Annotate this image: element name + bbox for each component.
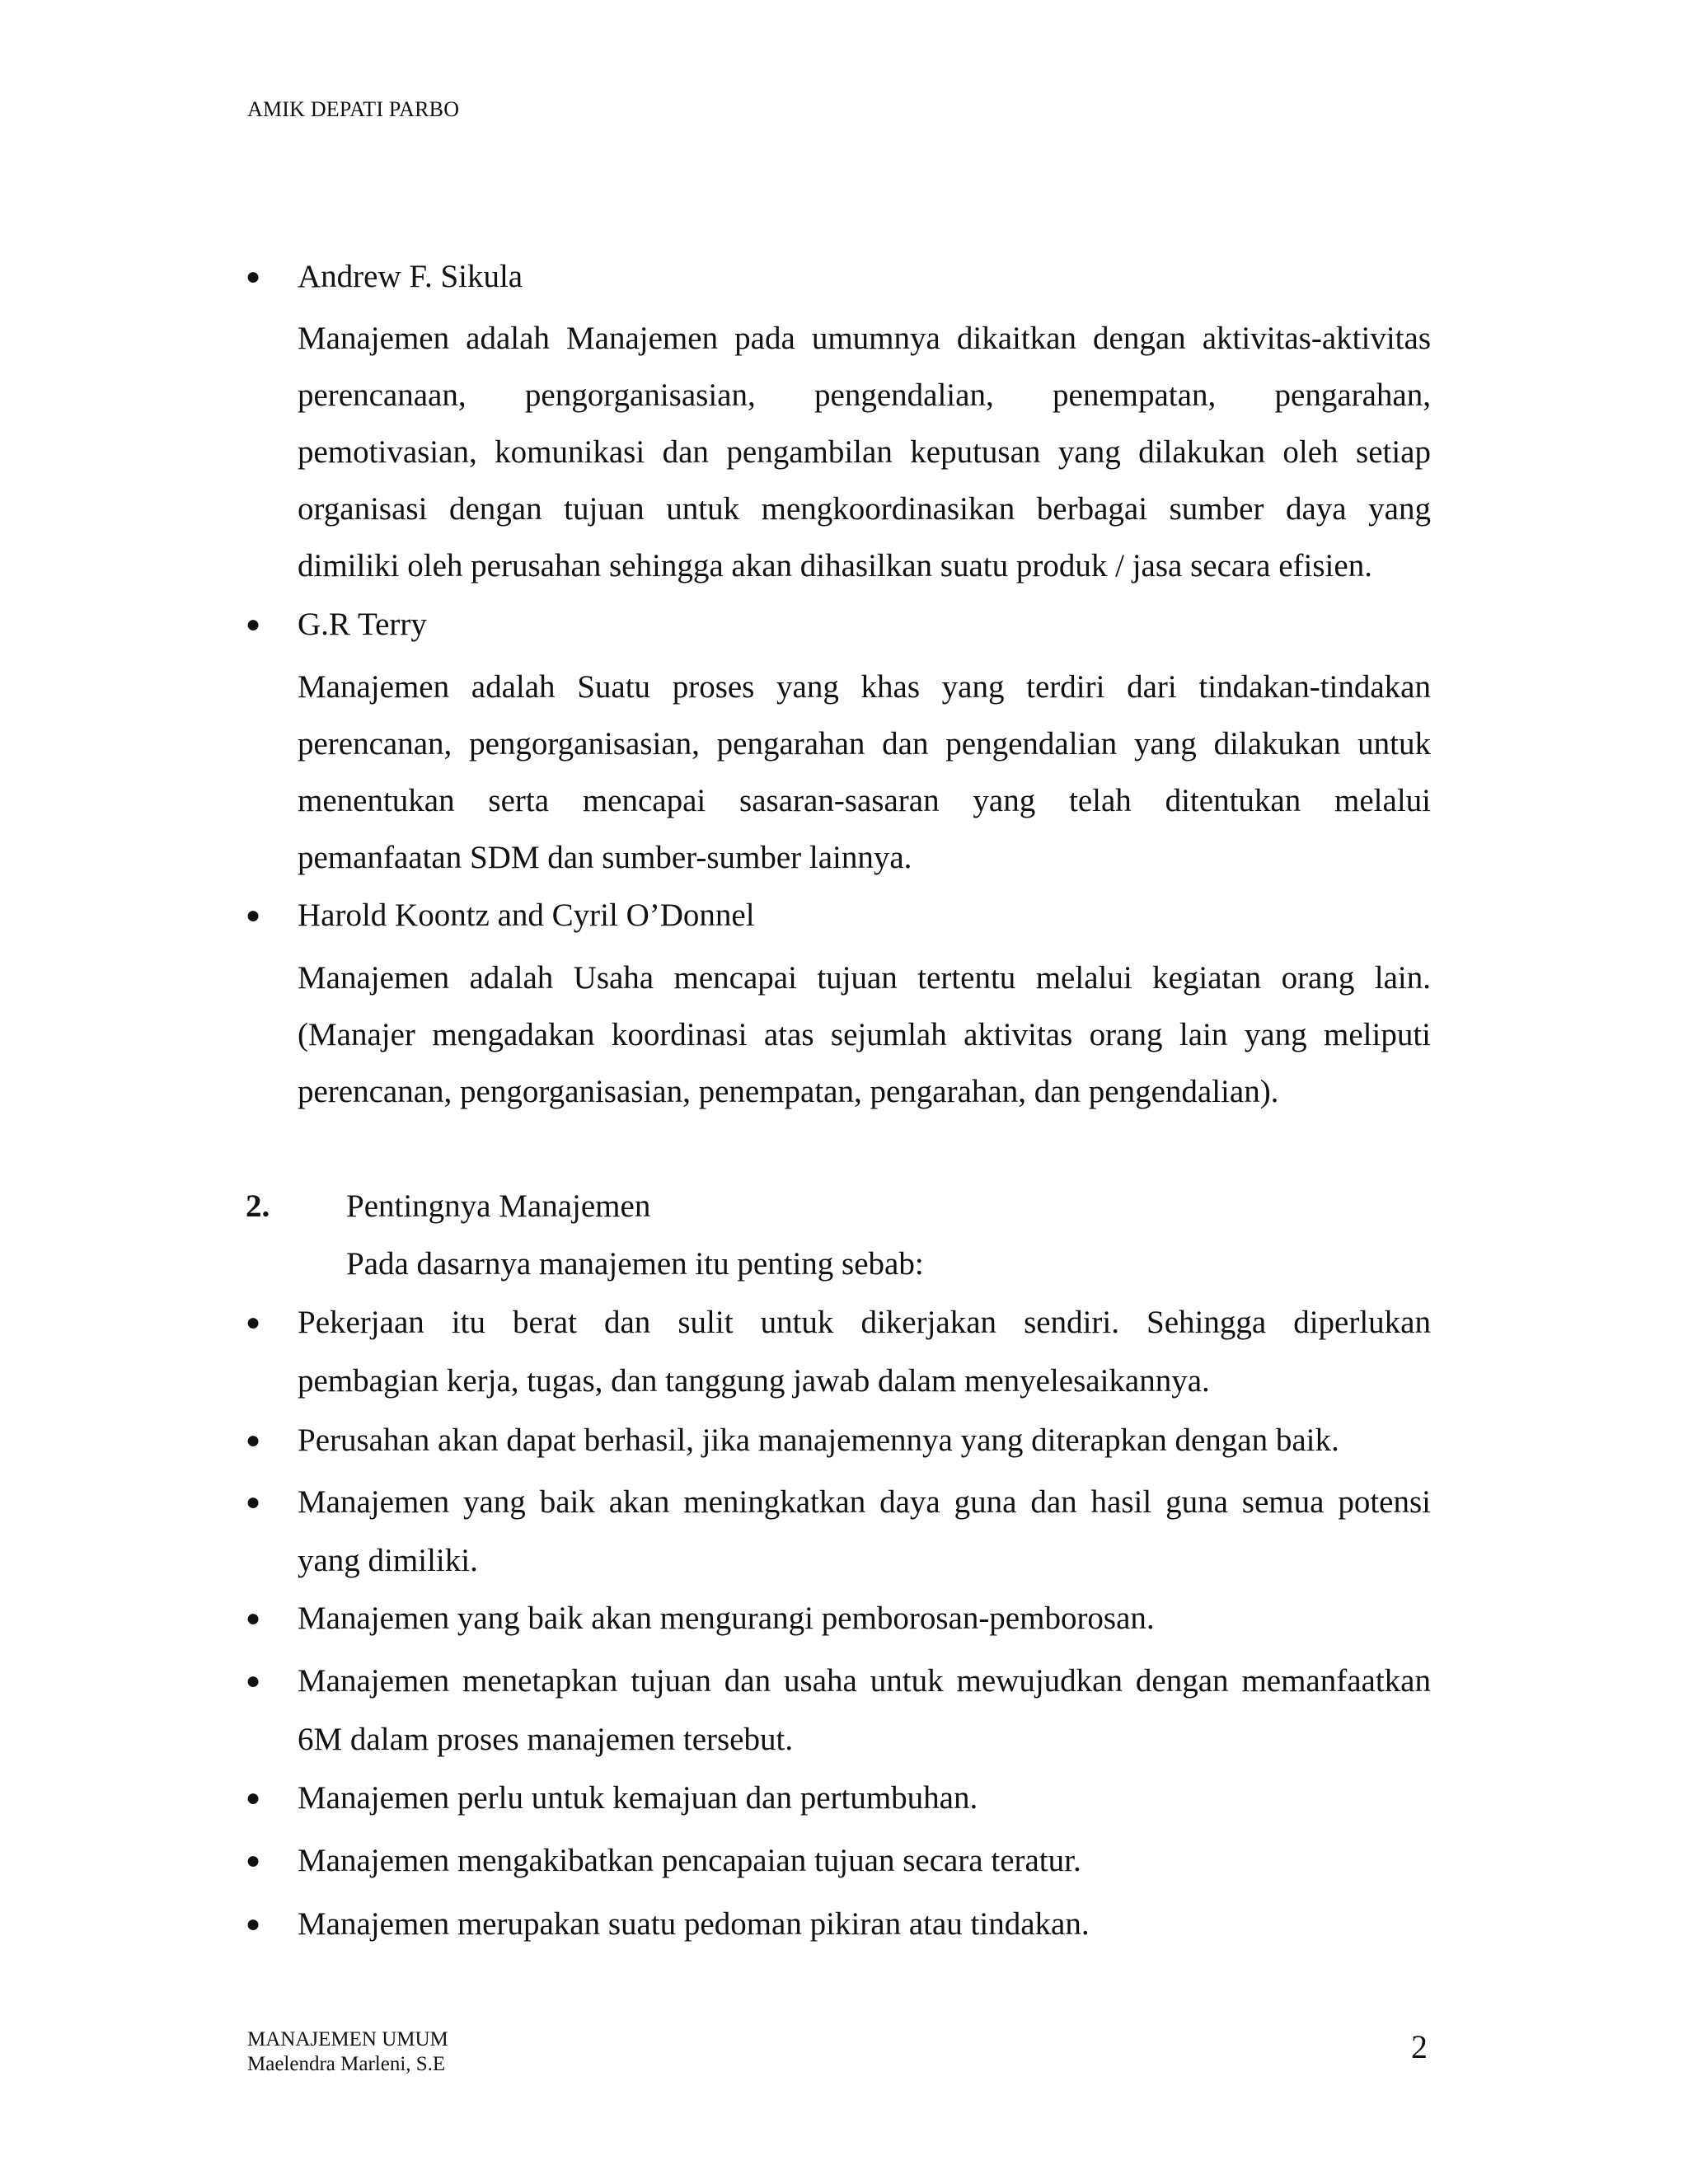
reason-line: yang dimiliki. [298,1543,478,1578]
bullet-icon: ● [246,1910,261,1938]
definition-line: dimiliki oleh perusahan sehingga akan dihasilkan suatu produk / jasa secara efisien. [298,548,1372,583]
definition-line: (Manajer mengadakan koordinasi atas sejumlah aktivitas orang lain yang meliputi [298,1017,1431,1052]
reason-line: Manajemen perlu untuk kemajuan dan pertumbuhan. [298,1780,978,1816]
section-number: 2. [246,1188,270,1224]
definition-line: perencanan, pengorganisasian, penempatan, pengarahan, dan pengendalian). [298,1074,1279,1109]
bullet-icon: ● [246,1784,261,1811]
definition-line: perencanan, pengorganisasian, pengarahan dan pengendalian yang dilakukan untuk [298,726,1431,762]
definition-line: Manajemen adalah Suatu proses yang khas yang terdiri dari tindakan-tindakan [298,669,1431,705]
bullet-icon: ● [246,1847,261,1874]
definition-line: menentukan serta mencapai sasaran-sasaran yang telah ditentukan melalui [298,783,1431,818]
bullet-icon: ● [246,902,261,929]
reason-line: Manajemen merupakan suatu pedoman pikiran atau tindakan. [298,1906,1090,1942]
definition-author: G.R Terry [298,607,427,642]
definition-line: pemanfaatan SDM dan sumber-sumber lainnya. [298,840,912,875]
definition-line: Manajemen adalah Manajemen pada umumnya dikaitkan dengan aktivitas-aktivitas [298,321,1431,356]
definition-line: Manajemen adalah Usaha mencapai tujuan tertentu melalui kegiatan orang lain. [298,960,1431,996]
bullet-icon: ● [246,611,261,638]
definition-author: Andrew F. Sikula [298,259,523,294]
footer-author: Maelendra Marleni, S.E [247,2053,446,2075]
definition-line: perencanaan, pengorganisasian, pengendalian, penempatan, pengarahan, [298,377,1431,413]
definition-line: organisasi dengan tujuan untuk mengkoordinasikan berbagai sumber daya yang [298,491,1431,527]
bullet-icon: ● [246,1488,261,1516]
bullet-icon: ● [246,1427,261,1454]
section-intro: Pada dasarnya manajemen itu penting sebab: [346,1246,924,1282]
definition-line: pemotivasian, komunikasi dan pengambilan keputusan yang dilakukan oleh setiap [298,434,1431,470]
reason-line: Manajemen menetapkan tujuan dan usaha untuk mewujudkan dengan memanfaatkan [298,1663,1431,1699]
section-title: Pentingnya Manajemen [346,1188,651,1224]
bullet-icon: ● [246,1605,261,1632]
reason-line: 6M dalam proses manajemen tersebut. [298,1722,794,1757]
definition-author: Harold Koontz and Cyril O’Donnel [298,898,755,933]
page-header: AMIK DEPATI PARBO [247,97,460,121]
bullet-icon: ● [246,1667,261,1694]
page-number: 2 [1411,2028,1428,2065]
reason-line: Perusahan akan dapat berhasil, jika manajemennya yang diterapkan dengan baik. [298,1422,1339,1458]
reason-line: Manajemen mengakibatkan pencapaian tujuan secara teratur. [298,1843,1081,1878]
page-footer [247,2027,448,2077]
bullet-icon: ● [246,1309,261,1336]
reason-line: Pekerjaan itu berat dan sulit untuk dikerjakan sendiri. Sehingga diperlukan [298,1305,1431,1340]
bullet-icon: ● [246,263,261,290]
reason-line: Manajemen yang baik akan meningkatkan daya guna dan hasil guna semua potensi [298,1484,1431,1520]
reason-line: Manajemen yang baik akan mengurangi pemborosan-pemborosan. [298,1601,1155,1636]
footer-course: MANAJEMEN UMUM [247,2028,448,2050]
reason-line: pembagian kerja, tugas, dan tanggung jawab dalam menyelesaikannya. [298,1363,1210,1399]
